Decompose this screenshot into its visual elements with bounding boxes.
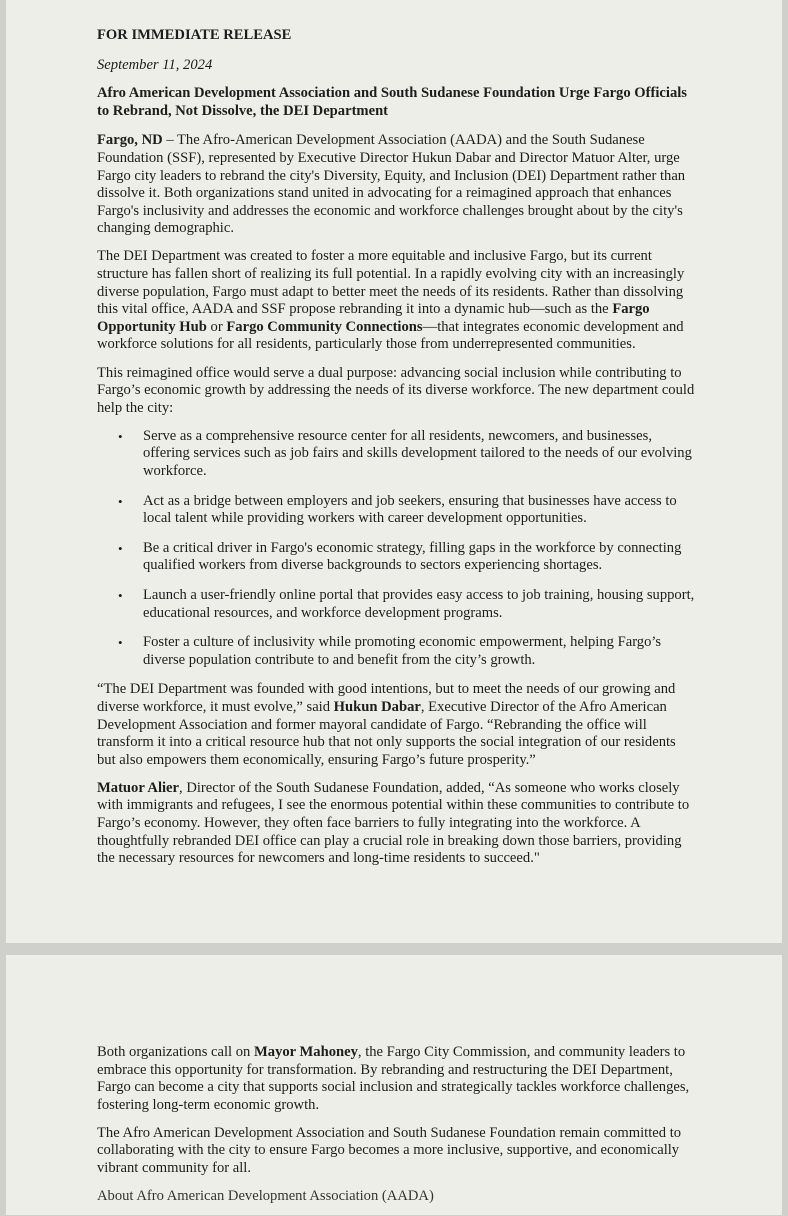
paragraph-call-to-action xyxy=(97,1044,697,1114)
mayor-name: Mayor Mahoney xyxy=(254,1044,358,1060)
quote-dabar-text-c: , Executive Director of the Afro American Development Association and former mayoral candidate of Fargo. “Rebranding the office will transform it into a critical resource hub that not only supports the social integration of our residents but also empowers them economically, ensuring Fargo’s future prosperity.” xyxy=(97,698,676,768)
paragraph-commitment: The Afro American Development Association and South Sudanese Foundation remain committed to collaborating with the city to ensure Fargo becomes a more inclusive, supportive, and economically vibrant community for all. xyxy=(97,1124,682,1177)
document-page-1 xyxy=(6,0,782,943)
release-label: FOR IMMEDIATE RELEASE xyxy=(97,27,292,43)
paragraph-quote-dabar xyxy=(97,681,697,769)
list-item xyxy=(97,493,697,528)
intro-text: – The Afro-American Development Association (AADA) and the South Sudanese Foundation (SSF), represented by Executive Director Hukun Dabar and Director Matuor Alter, urge Fargo city leaders to rebrand the city's Diversity, Equity, and Inclusion (DEI) Department rather than dissolve it. Both organizations stand united in advocating for a reimagined approach that enhances Fargo's inclusivity and addresses the economic and workforce challenges brought about by the city's changing demographic. xyxy=(97,132,686,237)
quote-alier-text: , Director of the South Sudanese Foundation, added, “As someone who works closely with immigrants and refugees, I see the enormous potential within these communities to contribute to Fargo’s economy. However, they often face barriers to fully integrating into the workforce. A thoughtfully rebranded DEI office can play a crucial role in breaking down those barriers, providing the necessary resources for newcomers and long-time residents to succeed." xyxy=(97,779,690,867)
list-item-text: Act as a bridge between employers and job seekers, ensuring that businesses have access to local talent while providing workers with career development opportunities. xyxy=(143,492,677,527)
bullet-icon: • xyxy=(118,587,123,603)
bullet-icon: • xyxy=(118,493,123,509)
list-item xyxy=(97,540,697,575)
paragraph-purpose: This reimagined office would serve a dual purpose: advancing social inclusion while contributing to Fargo’s economic growth by addressing the needs of its diverse workforce. The new department could help the city: xyxy=(97,364,695,416)
hub-name-2: Fargo Community Connections xyxy=(226,318,423,335)
about-heading-cut-off: About Afro American Development Association (AADA) xyxy=(97,1188,434,1205)
release-date: September 11, 2024 xyxy=(97,56,213,73)
list-item-text: Serve as a comprehensive resource center for all residents, newcomers, and businesses, offering services such as job fairs and skills development tailored to the needs of our evolving workforce. xyxy=(143,427,692,479)
page-2-content xyxy=(97,1044,697,1216)
paragraph-intro xyxy=(97,132,697,238)
background-text-d: —that integrates economic development and workforce solutions for all residents, particularly those from underrepresented communities. xyxy=(97,318,684,353)
headline: Afro American Development Association and South Sudanese Foundation Urge Fargo Officials to Rebrand, Not Dissolve, the DEI Department xyxy=(97,85,687,119)
paragraph-quote-alier xyxy=(97,780,697,868)
list-item xyxy=(97,428,697,481)
bullet-icon: • xyxy=(118,428,123,444)
cta-text-c: , the Fargo City Commission, and community leaders to embrace this opportunity for transformation. By rebranding and restructuring the DEI Department, Fargo can become a city that supports social inclusion and strategically tackles workforce challenges, fostering long-term economic growth. xyxy=(97,1044,690,1113)
cta-text-a: Both organizations call on xyxy=(97,1044,254,1060)
bullet-icon: • xyxy=(118,540,123,556)
document-page-2 xyxy=(6,955,782,1215)
list-item xyxy=(97,587,697,622)
speaker-name-alier: Matuor Alier xyxy=(97,779,180,796)
speaker-name-dabar: Hukun Dabar xyxy=(333,698,421,715)
list-item xyxy=(97,634,697,669)
list-item-text: Foster a culture of inclusivity while promoting economic empowerment, helping Fargo’s diverse population contribute to and benefit from the city’s growth. xyxy=(143,634,662,668)
list-item-text: Be a critical driver in Fargo's economic strategy, filling gaps in the workforce by connecting qualified workers from diverse backgrounds to sectors experiencing shortages. xyxy=(143,539,682,574)
page-1-content xyxy=(97,27,697,878)
background-text-or: or xyxy=(206,318,227,335)
hub-name-1: Fargo Opportunity Hub xyxy=(97,301,650,335)
list-item-text: Launch a user-friendly online portal that provides easy access to job training, housing support, educational resources, and workforce development programs. xyxy=(143,586,695,621)
dateline: Fargo, ND xyxy=(97,132,163,149)
background-text-a: The DEI Department was created to foster a more equitable and inclusive Fargo, but its current structure has fallen short of realizing its full potential. In a rapidly evolving city with an increasingly diverse population, Fargo must adapt to better meet the needs of its residents. Rather than dissolving this vital office, AADA and SSF propose rebranding it into a dynamic hub—such as the xyxy=(97,248,685,318)
bullet-icon: • xyxy=(118,635,123,651)
quote-dabar-text-a: “The DEI Department was founded with good intentions, but to meet the needs of our growing and diverse workforce, it must evolve,” said xyxy=(97,681,676,715)
paragraph-background xyxy=(97,248,697,354)
benefits-list xyxy=(97,428,697,670)
